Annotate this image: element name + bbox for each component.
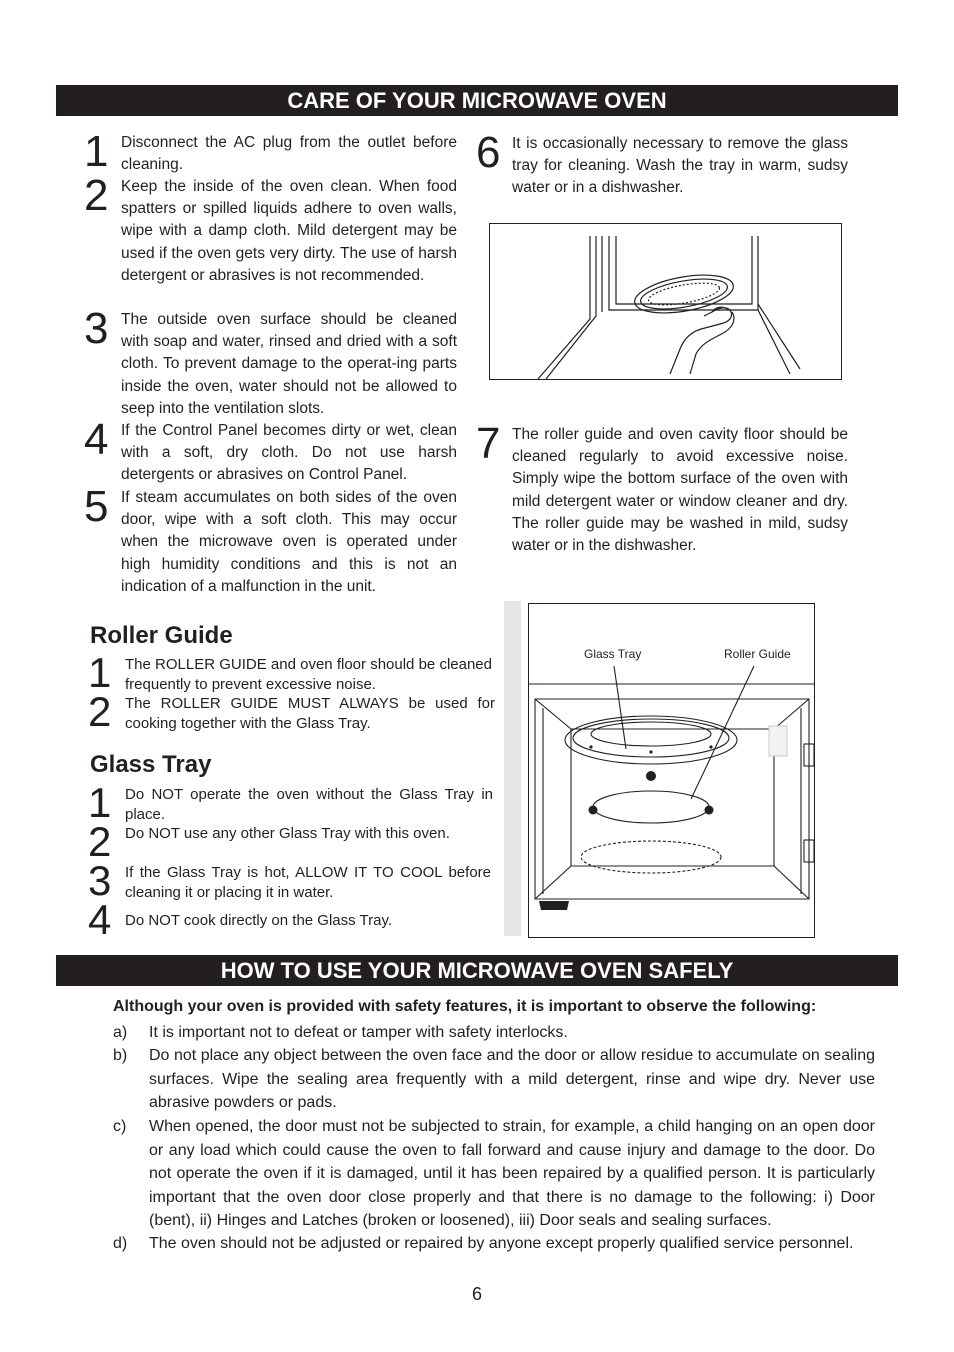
item-number: 4 — [88, 896, 112, 943]
care-section-title: CARE OF YOUR MICROWAVE OVEN — [56, 85, 898, 116]
item-text: Do NOT cook directly on the Glass Tray. — [125, 912, 393, 929]
step-number: 4 — [84, 415, 109, 464]
glass-tray-heading: Glass Tray — [90, 751, 212, 778]
safety-item-d — [113, 1232, 875, 1256]
item-number: 2 — [88, 818, 112, 865]
item-text: The ROLLER GUIDE and oven floor should be cleaned frequently to prevent excessive noise. — [125, 656, 492, 693]
item-label: d) — [113, 1235, 128, 1252]
step-number: 3 — [84, 304, 109, 353]
tray-removal-illustration — [489, 223, 842, 380]
item-text: When opened, the door must not be subjected to strain, for example, a child hanging on an open door or any load which could cause the oven to fall forward and cause injury and damage to the door. Do not operate the oven if it is damaged, until it has been repaired by a qualified person. It is particularly important that the oven door close properly and that there is no damage to the following: i) Door (bent), ii) Hinges and Latches (broken or loosened), iii) Door seals and sealing surfaces. — [149, 1118, 875, 1229]
item-label: b) — [113, 1047, 128, 1064]
item-text: Do NOT operate the oven without the Glass Tray in place. — [125, 786, 493, 823]
oven-cavity-drawing — [529, 604, 814, 937]
step-text: The outside oven surface should be cleaned with soap and water, rinsed and dried with a soft cloth. To prevent damage to the operat-ing parts inside the oven, water should not be allowed to seep into the ventilation slots. — [121, 311, 457, 417]
step-number: 6 — [476, 128, 501, 177]
item-number: 3 — [88, 857, 112, 904]
item-number: 1 — [88, 779, 112, 826]
step-text: It is occasionally necessary to remove the glass tray for cleaning. Wash the tray in warm, sudsy water or in a dishwasher. — [512, 135, 848, 197]
page-number: 6 — [471, 1284, 482, 1304]
step-number: 2 — [84, 171, 109, 220]
glass-tray-callout: Glass Tray — [584, 647, 642, 661]
item-text: The oven should not be adjusted or repaired by anyone except properly qualified service personnel. — [149, 1235, 854, 1252]
step-number: 7 — [476, 419, 501, 468]
item-number: 1 — [88, 649, 112, 696]
oven-interior-diagram — [528, 603, 815, 938]
step-number: 5 — [84, 482, 109, 531]
safety-item-b — [113, 1044, 875, 1115]
safety-intro: Although your oven is provided with safety features, it is important to observe the following: — [113, 998, 817, 1015]
safety-item-a — [113, 1021, 875, 1045]
roller-guide-callout: Roller Guide — [724, 647, 791, 661]
item-text: It is important not to defeat or tamper with safety interlocks. — [149, 1024, 568, 1041]
item-text: The ROLLER GUIDE MUST ALWAYS be used for cooking together with the Glass Tray. — [125, 695, 495, 732]
item-label: a) — [113, 1024, 128, 1041]
roller-guide-heading: Roller Guide — [90, 622, 233, 649]
item-text: Do NOT use any other Glass Tray with this oven. — [125, 825, 450, 842]
step-text: Keep the inside of the oven clean. When food spatters or spilled liquids adhere to oven walls, wipe with a damp cloth. Mild detergent may be used if the oven gets very dirty. The use of harsh detergent or abrasives is not recommended. — [121, 178, 457, 284]
hand-tray-drawing — [490, 224, 841, 379]
item-text: If the Glass Tray is hot, ALLOW IT TO COOL before cleaning it or placing it in water. — [125, 864, 491, 901]
step-text: If steam accumulates on both sides of the oven door, wipe with a soft cloth. This may occur when the microwave oven is operated under high humidity conditions and this is not an indication of a malfunction in the unit. — [121, 489, 457, 595]
step-number: 1 — [84, 127, 109, 176]
step-text: If the Control Panel becomes dirty or wet, clean with a soft, dry cloth. Do not use harsh detergents or abrasives on Control Panel. — [121, 422, 457, 484]
step-text: Disconnect the AC plug from the outlet before cleaning. — [121, 134, 457, 174]
step-text: The roller guide and oven cavity floor should be cleaned regularly to avoid excessive noise. Simply wipe the bottom surface of the oven with mild detergent water or window cleaner and dry. The roller guide may be washed in mild, sudsy water or in the dishwasher. — [512, 426, 848, 555]
item-text: Do not place any object between the oven face and the door or allow residue to accumulate on sealing surfaces. Wipe the sealing area frequently with a mild detergent, rinse and wipe dry. Never use abrasive powders or pads. — [149, 1047, 875, 1111]
item-label: c) — [113, 1118, 127, 1135]
diagram-side-strip — [504, 601, 521, 936]
safety-section-title: HOW TO USE YOUR MICROWAVE OVEN SAFELY — [56, 955, 898, 986]
item-number: 2 — [88, 688, 112, 735]
safety-item-c — [113, 1115, 875, 1233]
